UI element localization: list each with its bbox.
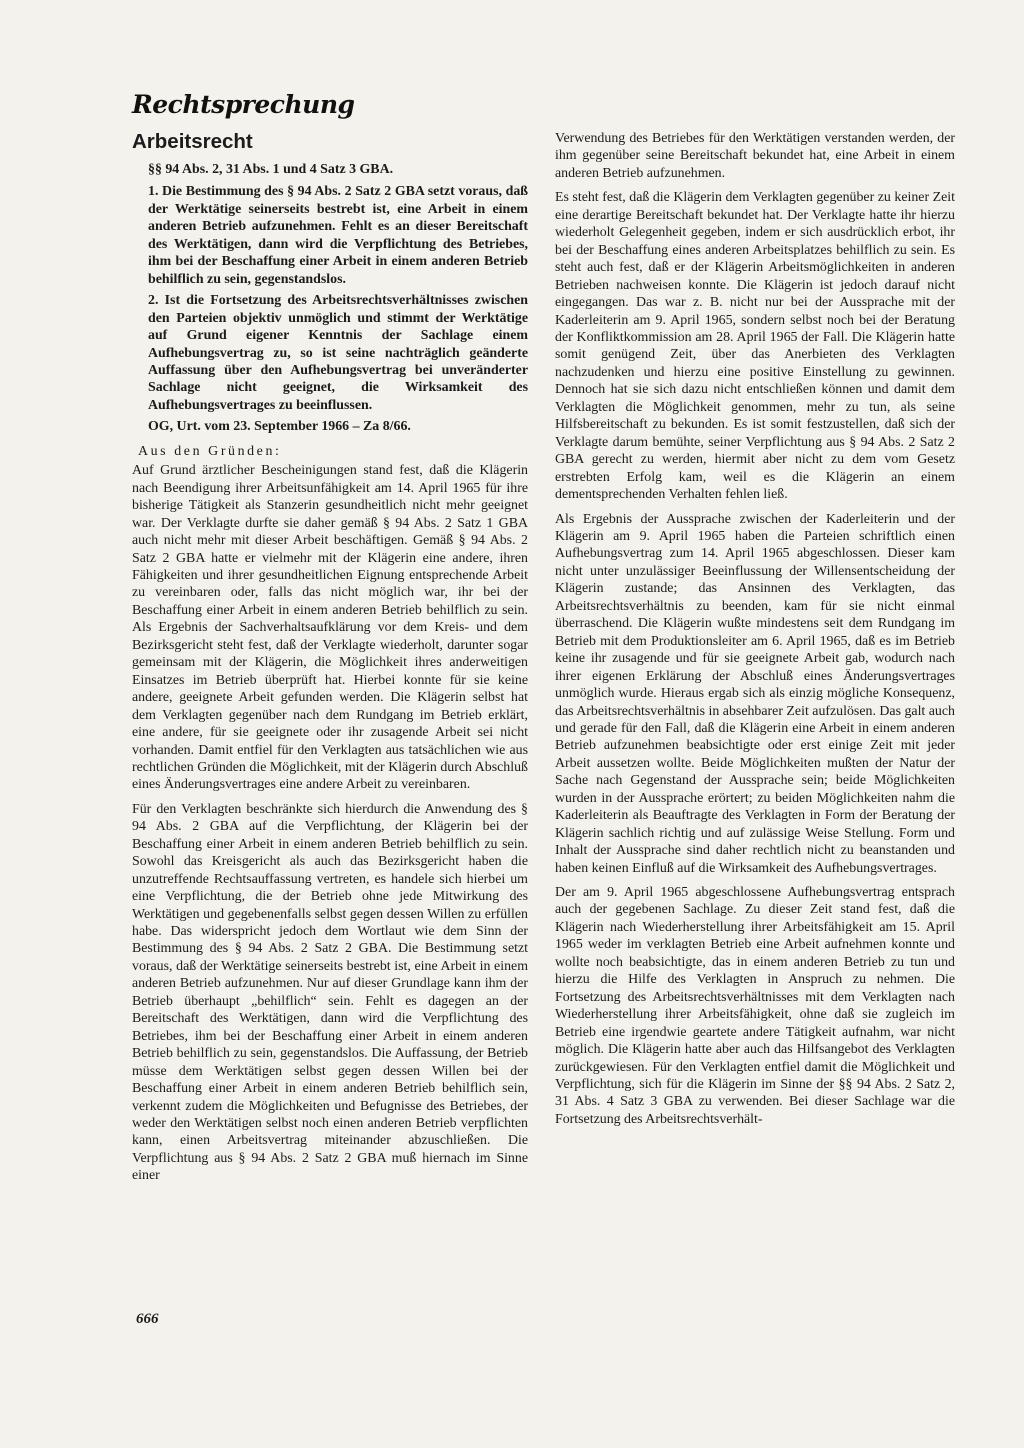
headnote-1: 1. Die Bestimmung des § 94 Abs. 2 Satz 2 GBA setzt voraus, daß der Werktätige seinerseits bestrebt ist, eine Arbeit in einem anderen Betrieb aufzunehmen. Fehlt es an dieser Bereitschaft des Werktätigen, dann wird die Verpflichtung des Betriebes, ihm bei der Beschaffung einer Arbeit in einem anderen Betrieb behilflich zu sein, gegenstandslos. (148, 184, 528, 287)
paragraph: Für den Verklagten beschränkte sich hierdurch die Anwendung des § 94 Abs. 2 GBA auf die Verpflichtung, der Klägerin bei der Beschaffung einer Arbeit in einem anderen Betrieb behilflich zu sein. Sowohl das Kreisgericht als auch das Bezirksgericht haben die unzutreffende Rechtsauffassung vertreten, es handele sich hierbei um eine Verpflichtung, die der Betrieb ohne jede Mitwirkung des Werktätigen und gegebenenfalls selbst gegen dessen Willen zu erfüllen habe. Das widerspricht jedoch dem Wortlaut wie dem Sinn der Bestimmung des § 94 Abs. 2 Satz 2 GBA. Die Bestimmung setzt voraus, daß der Werktätige seinerseits bestrebt ist, eine Arbeit in einem anderen Betrieb aufzunehmen. Nur auf dieser Grundlage kann ihm der Betrieb überhaupt „behilflich“ sein. Fehlt es dagegen an der Bereitschaft des Werktätigen, dann wird die Verpflichtung des Betriebes, ihm bei der Beschaffung einer Arbeit in einem anderen Betrieb behilflich zu sein, gegenstandslos. Die Auffassung, der Betrieb müsse dem Werktätigen selbst gegen dessen Willen bei der Beschaffung einer Arbeit in einem anderen Betrieb behilflich sein, verkennt zudem die Möglichkeiten und Befugnisse des Betriebes, der weder den Werktätigen selbst noch einen anderen Betrieb verpflichten kann, einen Arbeitsvertrag miteinander abzuschließen. Die Verpflichtung aus § 94 Abs. 2 Satz 2 GBA muß hiernach im Sinne einer (132, 801, 528, 1184)
paragraph: Als Ergebnis der Aussprache zwischen der Kaderleiterin und der Klägerin am 9. April 1965 haben die Parteien schriftlich einen Aufhebungsvertrag zum 14. April 1965 abgeschlossen. Dieser kam nicht unter unzulässiger Beeinflussung der Willensentscheidung der Klägerin zustande; das Ansinnen des Verklagten, das Arbeitsrechtsverhältnis zu beenden, kam für sie nicht einmal überraschend. Die Klägerin wußte mindestens seit dem Rundgang im Betrieb mit dem Produktionsleiter am 6. April 1965, daß es im Betrieb keine ihr zusagende und für sie geeignete Arbeit gab, wodurch nach ihrer eigenen Erklärung der Abschluß eines Änderungsvertrages unmöglich wurde. Hieraus ergab sich als einzig mögliche Konsequenz, das Arbeitsrechtsverhältnis in absehbarer Zeit aufzulösen. Das galt auch und gerade für den Fall, daß die Klägerin eine Arbeit in einem anderen Betrieb aufzunehmen beabsichtigte oder erst einige Zeit mit jeder Arbeit aussetzen wollte. Beide Möglichkeiten mußten der Natur der Sache nach Gegenstand der Aussprache sein; beide Möglichkeiten wurden in der Aussprache erörtert; zu beiden Möglichkeiten nahm die Kaderleiterin als Beauftragte des Verklagten in Form der Beratung der Klägerin sachlich richtig und auf zulässige Weise Stellung. Form und Inhalt der Aussprache sind daher rechtlich nicht zu beanstanden und haben keinen Einfluß auf die Wirksamkeit des Aufhebungsvertrages. (555, 511, 955, 876)
paragraph: Der am 9. April 1965 abgeschlossene Aufhebungsvertrag entsprach auch der gegebenen Sachlage. Zu dieser Zeit stand fest, daß die Klägerin nach Wiederherstellung ihrer Arbeitsfähigkeit am 15. April 1965 weder im verklagten Betrieb eine Arbeit aufnehmen konnte und wollte noch beabsichtigte, das in einem anderen Betrieb zu tun und hierzu die Hilfe des Verklagten in Anspruch zu nehmen. Die Fortsetzung des Arbeitsrechtsverhältnisses mit dem Verklagten nach Wiederherstellung ihrer Arbeitsfähigkeit, ohne daß sie zugleich im Betrieb eine irgendwie geartete andere Tätigkeit aufnahm, war nicht möglich. Die Klägerin hatte aber auch das Hilfsangebot des Verklagten zurückgewiesen. Für den Verklagten entfiel damit die Möglichkeit und Verpflichtung, sich für die Klägerin im Sinne der §§ 94 Abs. 2 Satz 2, 31 Abs. 4 Satz 3 GBA zu verwenden. Bei dieser Sachlage war die Fortsetzung des Arbeitsrechtsverhält- (555, 885, 955, 1127)
court-reference: OG, Urt. vom 23. September 1966 – Za 8/66. (148, 419, 411, 435)
paragraph: Verwendung des Betriebes für den Werktätigen verstanden werden, der ihm gegenüber seine Bereitschaft bekundet hat, eine Arbeit in einem anderen Betrieb aufzunehmen. (555, 131, 955, 181)
paragraph: Auf Grund ärztlicher Bescheinigungen stand fest, daß die Klägerin nach Beendigung ihrer Arbeitsunfähigkeit am 14. April 1965 für ihre bisherige Tätigkeit als Stanzerin gesundheitlich nicht mehr geeignet war. Der Verklagte durfte sie daher gemäß § 94 Abs. 2 Satz 1 GBA auch nicht mehr mit dieser Arbeit beschäftigen. Gemäß § 94 Abs. 2 Satz 2 GBA hatte er vielmehr mit der Klägerin eine andere, ihren Fähigkeiten und ihrer gesundheitlichen Eignung entsprechende Arbeit zu vereinbaren oder, falls das nicht möglich war, ihr bei der Beschaffung einer Arbeit in einem anderen Betrieb behilflich zu sein. Als Ergebnis der Sachverhaltsaufklärung vor dem Kreis- und dem Bezirksgericht steht fest, daß der Verklagte wiederholt, darunter sogar gemeinsam mit der Klägerin, die Möglichkeit ihres anderweitigen Einsatzes im Betrieb überprüft hat. Hierbei konnte für sie keine andere, geeignete Arbeit gefunden werden. Die Klägerin selbst hat dem Verklagten gegenüber nach dem Rundgang im Betrieb erklärt, eine andere, für sie geeignete oder ihr zusagende Arbeit sei nicht vorhanden. Damit entfiel für den Verklagten aus tatsächlichen wie aus rechtlichen Gründen die Möglichkeit, mit der Klägerin durch Abschluß eines Änderungsvertrages eine andere Arbeit zu vereinbaren. (132, 463, 528, 793)
section-masthead: Rechtsprechung (132, 90, 355, 119)
section-title: Arbeitsrecht (132, 130, 253, 153)
statute-references: §§ 94 Abs. 2, 31 Abs. 1 und 4 Satz 3 GBA. (148, 162, 394, 177)
paragraph: Es steht fest, daß die Klägerin dem Verklagten gegenüber zu keiner Zeit eine derartige Bereitschaft bekundet hat. Der Verklagte hatte ihr hierzu wiederholt Gelegenheit gegeben, indem er sich ausdrücklich erbot, ihr bei der Beschaffung eines anderen Arbeitsplatzes behilflich zu sein. Es steht auch fest, daß er der Klägerin Arbeitsmöglichkeiten in anderen Betrieben nachweisen konnte. Die Klägerin ist jedoch darauf nicht eingegangen. Das war z. B. nicht nur bei der Aussprache mit der Kaderleiterin am 9. April 1965, sondern selbst noch bei der Beratung der Konfliktkommission am 28. April 1965 der Fall. Die Klägerin hatte somit genügend Zeit, über das Anerbieten des Verklagten nachzudenken und hierzu eine positive Einstellung zu gewinnen. Dennoch hat sie sich dazu nicht entschließen können und damit dem Verklagten die Möglichkeit genommen, mehr zu tun, als seine Hilfsbereitschaft zu bekunden. Es ist somit festzustellen, daß sich der Verklagte darum bemühte, seiner Verpflichtung aus § 94 Abs. 2 Satz 2 GBA gerecht zu werden, hiermit aber nicht zu dem vom Gesetz erstrebten Erfolg kam, weil es die Klägerin an einem dementsprechenden Verhalten fehlen ließ. (555, 190, 955, 503)
headnote-2: 2. Ist die Fortsetzung des Arbeitsrechtsverhältnisses zwischen den Parteien objektiv unmöglich und stimmt der Werktätige auf Grund eigener Kenntnis der Sachlage einem Aufhebungsvertrag zu, so ist seine nachträglich geänderte Auffassung über den Aufhebungsvertrag bei unveränderter Sachlage nicht geeignet, die Wirksamkeit des Aufhebungsvertrages zu beeinflussen. (148, 293, 528, 413)
page-number: 666 (136, 1311, 159, 1327)
right-column (555, 130, 955, 1135)
grounds-heading: Aus den Gründen: (138, 443, 282, 459)
left-column (132, 130, 528, 1192)
